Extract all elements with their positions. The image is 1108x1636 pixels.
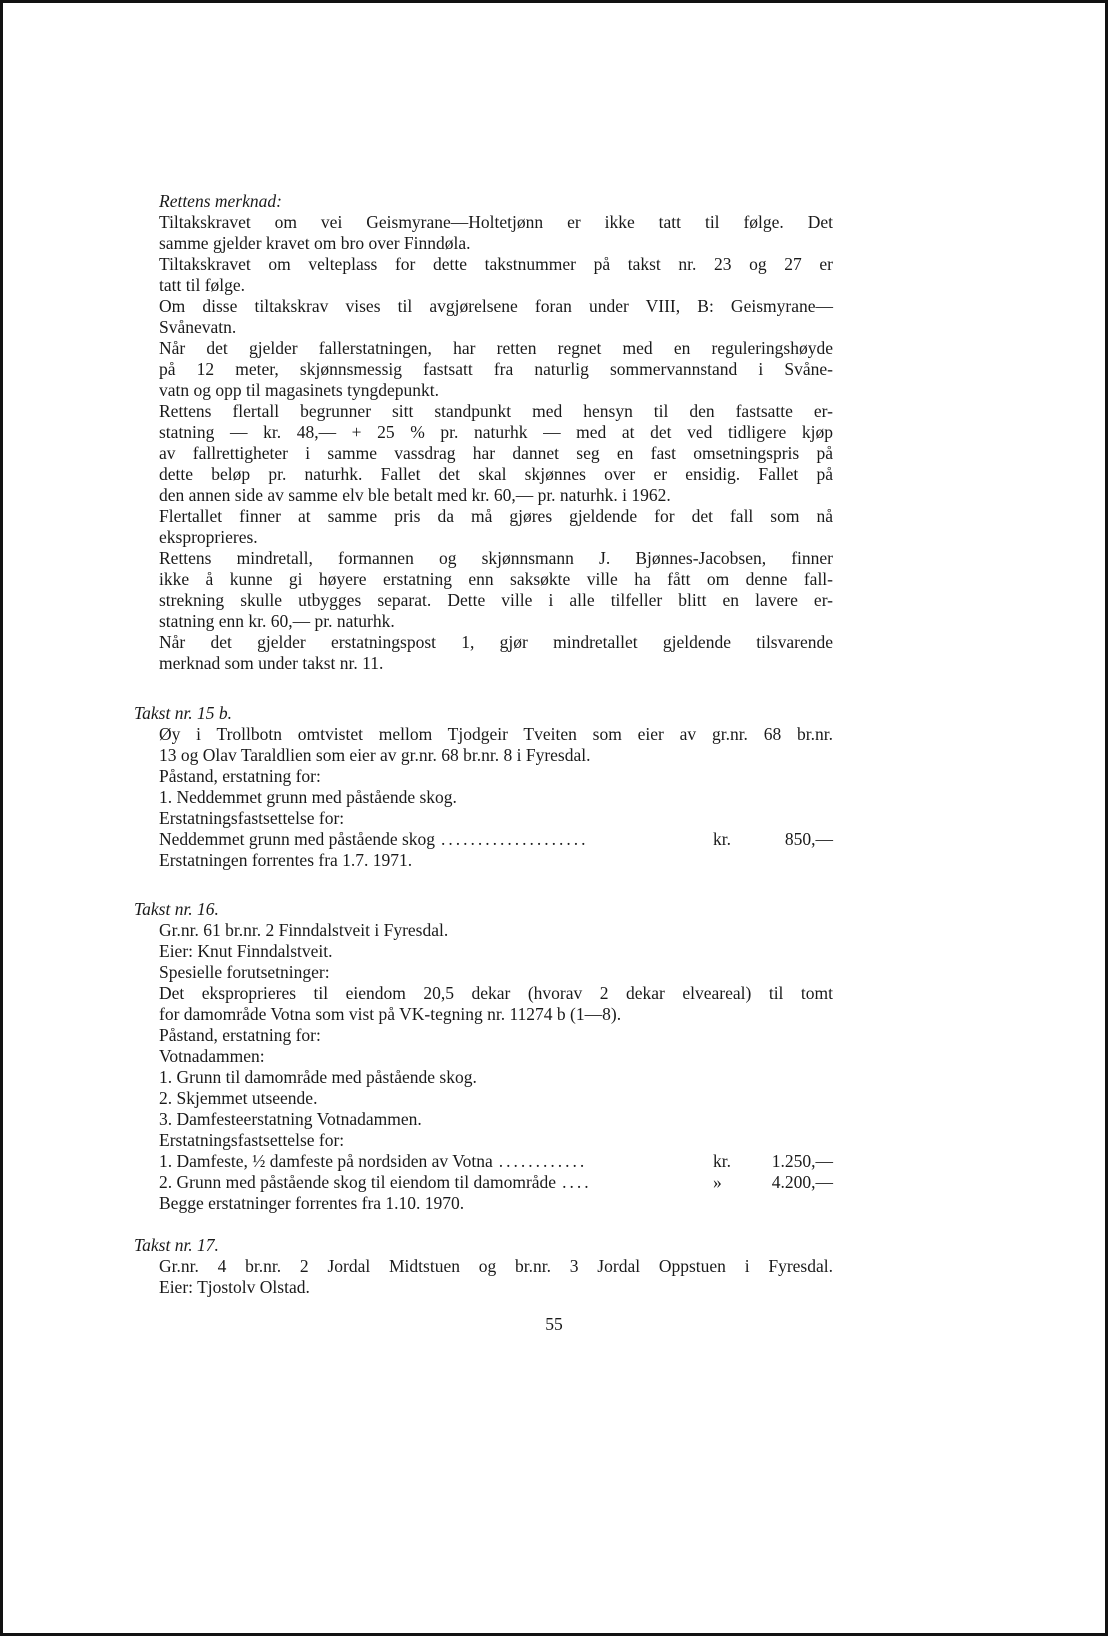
entry-unit: kr.	[713, 829, 731, 849]
entry-description: 1. Damfeste, ½ damfeste på nordsiden av Votna	[159, 1151, 493, 1171]
text-line: 1. Grunn til damområde med påstående skog.	[159, 1067, 477, 1087]
text-line: Om disse tiltakskrav vises til avgjørelsene foran under VIII, B: Geismyrane—	[159, 296, 833, 316]
text-line: 2. Skjemmet utseende.	[159, 1088, 318, 1108]
entry-amount: 1.250,—	[771, 1151, 833, 1171]
text-line: Eier: Knut Finndalstveit.	[159, 941, 333, 961]
text-line: Flertallet finner at samme pris da må gjøres gjeldende for det fall som nå	[159, 506, 833, 526]
text-line: Når det gjelder erstatningspost 1, gjør mindretallet gjeldende tilsvarende	[159, 632, 833, 652]
text-line: på 12 meter, skjønnsmessig fastsatt fra naturlig sommervannstand i Svåne-	[159, 359, 833, 379]
entry-description: 2. Grunn med påstående skog til eiendom til damområde	[159, 1172, 557, 1192]
text-line: Gr.nr. 61 br.nr. 2 Finndalstveit i Fyresdal.	[159, 920, 449, 940]
text-line: Erstatningen forrentes fra 1.7. 1971.	[159, 850, 413, 870]
text-line: Svånevatn.	[159, 317, 237, 337]
text-line: ikke å kunne gi høyere erstatning enn saksøkte ville ha fått om denne fall-	[159, 569, 833, 589]
entry-description: Neddemmet grunn med påstående skog	[159, 829, 436, 849]
section-heading: Rettens merknad:	[159, 191, 282, 211]
text-line: den annen side av samme elv ble betalt med kr. 60,— pr. naturhk. i 1962.	[159, 485, 671, 505]
page-number: 55	[545, 1314, 563, 1334]
text-line: strekning skulle utbygges separat. Dette ville i alle tilfeller blitt en lavere er-	[159, 590, 833, 610]
text-line: Påstand, erstatning for:	[159, 766, 321, 786]
text-line: Øy i Trollbotn omtvistet mellom Tjodgeir Tveiten som eier av gr.nr. 68 br.nr.	[159, 724, 833, 744]
section-heading: Takst nr. 16.	[134, 899, 219, 919]
text-line: Rettens flertall begrunner sitt standpunkt med hensyn til den fastsatte er-	[159, 401, 833, 421]
dot-leader: ....................	[441, 829, 589, 849]
dot-leader: ............	[498, 1151, 588, 1171]
entry-amount: 4.200,—	[771, 1172, 833, 1192]
text-line: Tiltakskravet om velteplass for dette takstnummer på takst nr. 23 og 27 er	[159, 254, 833, 274]
text-line: Når det gjelder fallerstatningen, har retten regnet med en reguleringshøyde	[159, 338, 833, 358]
text-line: Erstatningsfastsettelse for:	[159, 808, 345, 828]
compensation-entry	[159, 829, 833, 850]
text-line: statning enn kr. 60,— pr. naturhk.	[159, 611, 395, 631]
text-line: Det eksproprieres til eiendom 20,5 dekar (hvorav 2 dekar elveareal) til tomt	[159, 983, 833, 1003]
entry-unit: »	[713, 1172, 722, 1192]
text-line: Begge erstatninger forrentes fra 1.10. 1970.	[159, 1193, 465, 1213]
text-line: 1. Neddemmet grunn med påstående skog.	[159, 787, 457, 807]
entry-amount: 850,—	[784, 829, 833, 849]
text-line: Gr.nr. 4 br.nr. 2 Jordal Midtstuen og br.nr. 3 Jordal Oppstuen i Fyresdal.	[159, 1256, 833, 1276]
section-heading: Takst nr. 15 b.	[134, 703, 233, 723]
text-line: Spesielle forutsetninger:	[159, 962, 330, 982]
text-line: Påstand, erstatning for:	[159, 1025, 321, 1045]
text-line: Votnadammen:	[159, 1046, 265, 1066]
text-line: merknad som under takst nr. 11.	[159, 653, 384, 673]
entry-unit: kr.	[713, 1151, 731, 1171]
text-line: vatn og opp til magasinets tyngdepunkt.	[159, 380, 439, 400]
text-line: av fallrettigheter i samme vassdrag har dannet seg en fast omsetningspris på	[159, 443, 833, 463]
text-line: Eier: Tjostolv Olstad.	[159, 1277, 310, 1297]
compensation-entry	[159, 1151, 833, 1172]
text-line: Rettens mindretall, formannen og skjønnsmann J. Bjønnes-Jacobsen, finner	[159, 548, 833, 568]
text-line: eksproprieres.	[159, 527, 258, 547]
text-line: statning — kr. 48,— + 25 % pr. naturhk — med at det ved tidligere kjøp	[159, 422, 833, 442]
section-heading: Takst nr. 17.	[134, 1235, 219, 1255]
text-line: Tiltakskravet om vei Geismyrane—Holtetjønn er ikke tatt til følge. Det	[159, 212, 833, 232]
text-line: samme gjelder kravet om bro over Finndøla.	[159, 233, 471, 253]
text-line: 13 og Olav Taraldlien som eier av gr.nr. 68 br.nr. 8 i Fyresdal.	[159, 745, 591, 765]
text-line: tatt til følge.	[159, 275, 246, 295]
compensation-entry	[159, 1172, 833, 1193]
dot-leader: ....	[562, 1172, 592, 1192]
text-line: dette beløp pr. naturhk. Fallet det skal skjønnes over er ensidig. Fallet på	[159, 464, 833, 484]
text-line: Erstatningsfastsettelse for:	[159, 1130, 345, 1150]
text-line: for damområde Votna som vist på VK-tegning nr. 11274 b (1—8).	[159, 1004, 622, 1024]
text-line: 3. Damfesteerstatning Votnadammen.	[159, 1109, 422, 1129]
